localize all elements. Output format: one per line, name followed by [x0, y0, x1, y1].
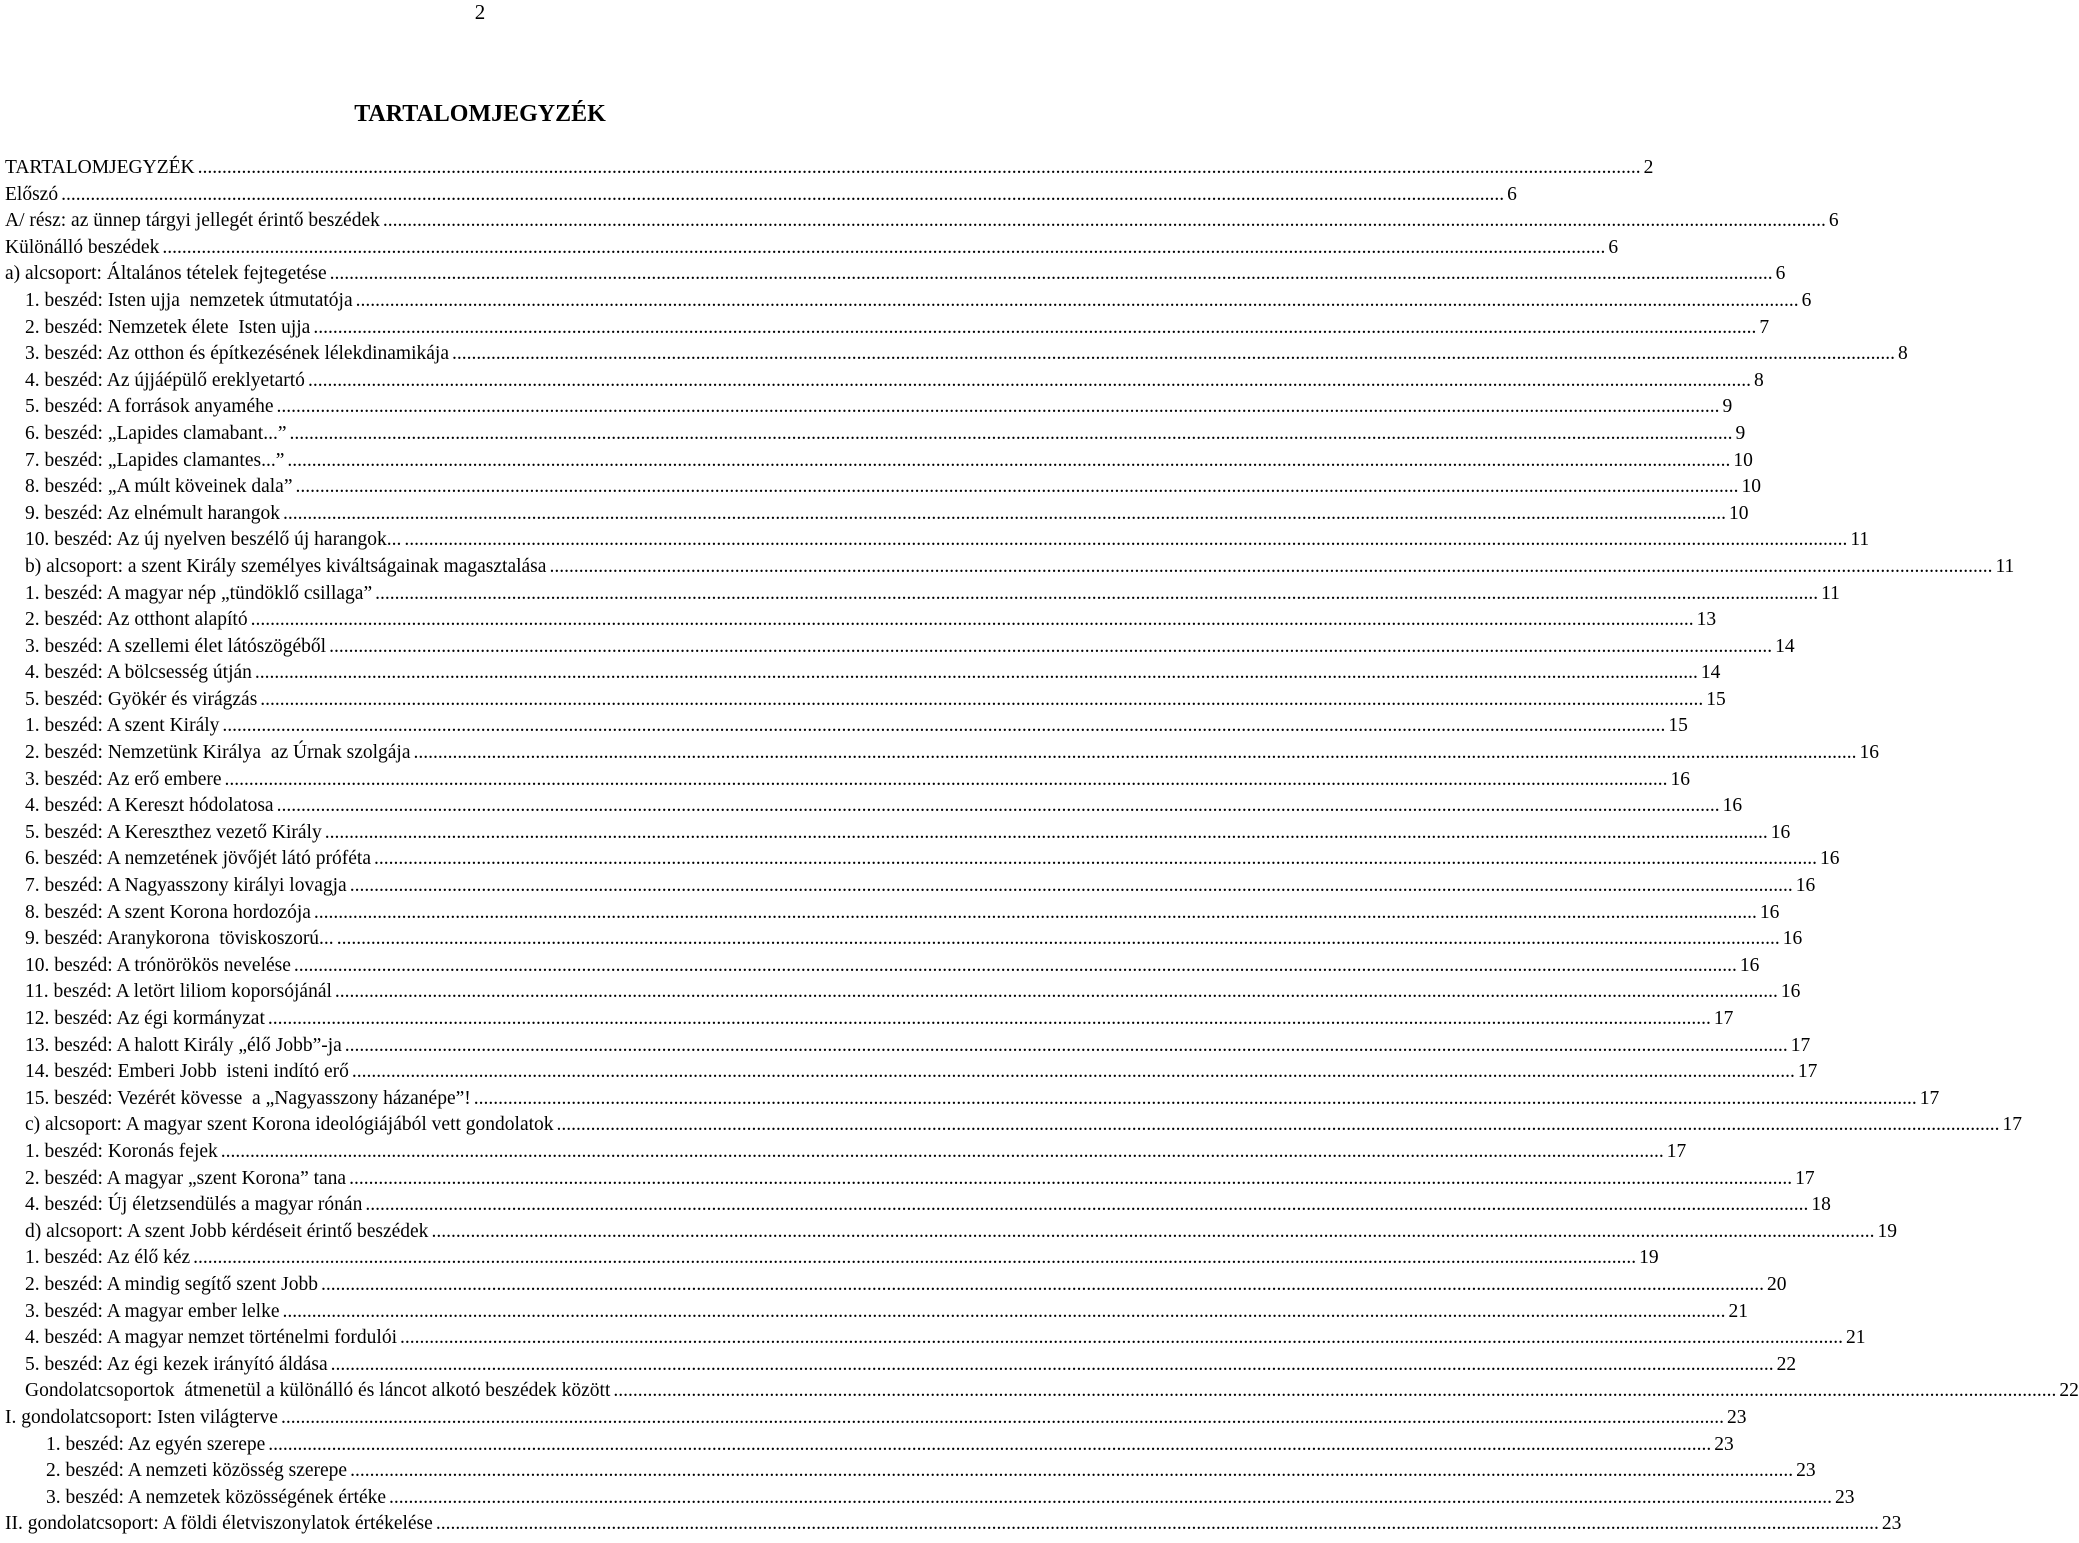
- toc-entry-page-number: 18: [1811, 1194, 1831, 1216]
- toc-entry-title: a) alcsoport: Általános tételek fejtegetése: [5, 263, 327, 285]
- toc-entry-title: 1. beszéd: Isten ujja nemzetek útmutatója: [25, 289, 353, 311]
- toc-entry-title: 12. beszéd: Az égi kormányzat: [25, 1008, 265, 1029]
- toc-entry[interactable]: [0, 288, 1812, 315]
- toc-entry-title: 4. beszéd: A bölcsesség útján: [25, 662, 252, 684]
- toc-dot-leader: [162, 235, 1605, 262]
- toc-entry[interactable]: [0, 1352, 1797, 1379]
- toc-entry-title: 4. beszéd: Új életzsendülés a magyar rónán: [25, 1194, 363, 1216]
- toc-entry-page-number: 9: [1722, 396, 1733, 418]
- toc-entry[interactable]: [0, 1378, 2079, 1405]
- toc-entry-title: b) alcsoport: a szent Király személyes kiváltságainak magasztalása: [25, 555, 547, 577]
- toc-entry[interactable]: [0, 1299, 1748, 1326]
- toc-entry-title: 5. beszéd: A források anyaméhe: [25, 396, 274, 418]
- toc-dot-leader: [283, 1299, 1726, 1326]
- toc-entry[interactable]: [0, 767, 1691, 794]
- toc-dot-leader: [404, 527, 1847, 554]
- toc-entry[interactable]: [0, 1405, 1747, 1432]
- toc-entry[interactable]: [0, 713, 1688, 740]
- toc-entry-title: 6. beszéd: A nemzetének jövőjét látó próféta: [25, 848, 372, 870]
- toc-entry-page-number: 15: [1706, 688, 1726, 710]
- toc-dot-leader: [314, 900, 1757, 927]
- toc-dot-leader: [352, 1059, 1795, 1086]
- toc-entry[interactable]: [0, 1511, 1902, 1538]
- toc-entry-page-number: 19: [1639, 1247, 1659, 1269]
- toc-dot-leader: [221, 1139, 1664, 1166]
- toc-entry[interactable]: [0, 820, 1791, 847]
- toc-entry-page-number: 23: [1726, 1406, 1747, 1428]
- toc-entry-page-number: 6: [1507, 183, 1517, 205]
- toc-entry-page-number: 6: [1775, 263, 1786, 285]
- toc-entry-title: 4. beszéd: Az újjáépülő ereklyetartó: [25, 369, 305, 391]
- toc-entry-page-number: 16: [1770, 821, 1791, 843]
- toc-entry-title: c) alcsoport: A magyar szent Korona ideológiájából vett gondolatok: [25, 1114, 554, 1136]
- toc-dot-leader: [331, 1352, 1774, 1379]
- toc-entry-page-number: 17: [2002, 1114, 2023, 1136]
- page-number: 2: [474, 0, 486, 24]
- toc-entry[interactable]: [0, 979, 1801, 1006]
- toc-entry-title: 9. beszéd: Aranykorona töviskoszorú...: [25, 928, 334, 950]
- toc-entry-page-number: 20: [1767, 1273, 1787, 1295]
- toc-entry-title: 10. beszéd: Az új nyelven beszélő új harangok...: [25, 529, 402, 551]
- toc-entry-title: 4. beszéd: A Kereszt hódolatosa: [25, 795, 274, 817]
- toc-entry-title: 2. beszéd: Nemzetünk Királya az Úrnak szolgája: [25, 742, 411, 764]
- toc-entry-title: 2. beszéd: A magyar „szent Korona” tana: [25, 1167, 347, 1189]
- toc-entry-title: 1. beszéd: A magyar nép „tündöklő csillaga”: [25, 582, 373, 604]
- toc-entry-title: II. gondolatcsoport: A földi életviszonylatok értékelése: [5, 1513, 433, 1535]
- toc-entry-page-number: 7: [1759, 316, 1770, 338]
- toc-dot-leader: [255, 660, 1698, 687]
- toc-entry[interactable]: [0, 1432, 1734, 1459]
- toc-entry-title: 5. beszéd: A Kereszthez vezető Király: [25, 821, 322, 843]
- toc-dot-leader: [290, 421, 1733, 448]
- toc-dot-leader: [193, 1245, 1636, 1272]
- toc-entry-title: 5. beszéd: Gyökér és virágzás: [25, 688, 258, 710]
- toc-entry-page-number: 16: [1670, 768, 1691, 790]
- toc-entry[interactable]: [0, 235, 1619, 262]
- toc-heading: TARTALOMJEGYZÉK: [354, 101, 606, 127]
- toc-entry[interactable]: [0, 660, 1721, 687]
- toc-dot-leader: [251, 607, 1694, 634]
- toc-entry[interactable]: [0, 846, 1840, 873]
- toc-entry-title: 1. beszéd: Az élő kéz: [25, 1247, 191, 1269]
- toc-dot-leader: [198, 155, 1641, 182]
- toc-entry[interactable]: [0, 581, 1840, 608]
- toc-entry-title: 6. beszéd: „Lapides clamabant...”: [25, 422, 287, 444]
- toc-entry-page-number: 11: [1995, 555, 2015, 577]
- toc-entry[interactable]: [0, 740, 1880, 767]
- toc-entry-page-number: 21: [1846, 1327, 1866, 1349]
- toc-entry-title: 11. beszéd: A letört liliom koporsójánál: [25, 981, 332, 1003]
- toc-dot-leader: [335, 979, 1778, 1006]
- toc-entry-page-number: 11: [1850, 529, 1870, 551]
- toc-entry-title: Különálló beszédek: [5, 236, 160, 258]
- toc-entry-page-number: 21: [1728, 1300, 1748, 1322]
- toc-entry-page-number: 6: [1608, 236, 1619, 258]
- toc-dot-leader: [349, 1166, 1792, 1193]
- toc-entry-page-number: 8: [1753, 369, 1764, 391]
- toc-entry-title: 3. beszéd: Az erő embere: [25, 768, 222, 790]
- toc-entry[interactable]: [0, 1245, 1659, 1272]
- toc-entry-page-number: 16: [1795, 875, 1816, 897]
- toc-entry-page-number: 13: [1696, 609, 1717, 631]
- toc-entry-page-number: 16: [1820, 848, 1840, 870]
- toc-entry[interactable]: [0, 554, 2015, 581]
- toc-dot-leader: [61, 182, 1504, 209]
- toc-entry-title: Gondolatcsoportok átmenetül a különálló és láncot alkotó beszédek között: [25, 1380, 611, 1402]
- toc-entry[interactable]: [0, 474, 1761, 501]
- toc-entry-title: 8. beszéd: „A múlt köveinek dala”: [25, 476, 293, 498]
- toc-entry-title: 13. beszéd: A halott Király „élő Jobb”-ja: [25, 1034, 342, 1056]
- toc-entry[interactable]: [0, 1458, 1816, 1485]
- toc-dot-leader: [613, 1378, 2056, 1405]
- toc-entry-title: I. gondolatcsoport: Isten világterve: [5, 1406, 278, 1428]
- toc-entry-title: 8. beszéd: A szent Korona hordozója: [25, 901, 311, 923]
- toc-dot-leader: [260, 687, 1703, 714]
- toc-entry[interactable]: [0, 793, 1743, 820]
- toc-entry-title: 1. beszéd: Koronás fejek: [25, 1140, 218, 1162]
- toc-entry-page-number: 17: [1790, 1034, 1811, 1056]
- toc-entry-page-number: 9: [1735, 422, 1746, 444]
- toc-entry[interactable]: [0, 1219, 1897, 1246]
- toc-entry-title: 2. beszéd: A mindig segítő szent Jobb: [25, 1273, 319, 1295]
- toc-entry-page-number: 16: [1782, 928, 1803, 950]
- toc-dot-leader: [296, 474, 1739, 501]
- toc-entry-title: Előszó: [5, 183, 59, 205]
- toc-entry-title: 15. beszéd: Vezérét kövesse a „Nagyasszony házanépe”!: [25, 1087, 471, 1109]
- toc-entry-page-number: 22: [1776, 1353, 1797, 1375]
- toc-dot-leader: [308, 368, 1751, 395]
- toc-entry[interactable]: [0, 1059, 1818, 1086]
- toc-entry[interactable]: [0, 687, 1726, 714]
- toc-entry[interactable]: [0, 1272, 1787, 1299]
- toc-dot-leader: [350, 1458, 1793, 1485]
- toc-entry-page-number: 17: [1795, 1167, 1815, 1189]
- toc-dot-leader: [400, 1325, 1843, 1352]
- toc-entry-page-number: 8: [1897, 343, 1908, 365]
- toc-dot-leader: [281, 1405, 1724, 1432]
- toc-entry-page-number: 6: [1828, 210, 1839, 232]
- toc-dot-leader: [287, 448, 1730, 475]
- toc-dot-leader: [452, 341, 1895, 368]
- toc-entry-page-number: 17: [1713, 1008, 1734, 1029]
- toc-dot-leader: [337, 926, 1780, 953]
- toc-entry-title: 3. beszéd: A magyar ember lelke: [25, 1300, 280, 1322]
- toc-dot-leader: [356, 288, 1799, 315]
- toc-dot-leader: [283, 501, 1726, 528]
- toc-entry-page-number: 22: [2059, 1380, 2079, 1402]
- toc-dot-leader: [365, 1192, 1808, 1219]
- toc-entry-title: 3. beszéd: A nemzetek közösségének értéke: [46, 1486, 387, 1508]
- toc-entry[interactable]: [0, 501, 1749, 528]
- toc-dot-leader: [330, 261, 1773, 288]
- toc-entry-page-number: 23: [1835, 1486, 1855, 1508]
- toc-entry[interactable]: [0, 1086, 1940, 1113]
- toc-entry[interactable]: [0, 953, 1760, 980]
- toc-entry[interactable]: [0, 1033, 1811, 1060]
- toc-entry[interactable]: [0, 873, 1816, 900]
- toc-entry-title: 14. beszéd: Emberi Jobb isteni indító erő: [25, 1061, 349, 1083]
- toc-dot-leader: [313, 315, 1756, 342]
- toc-entry-title: 4. beszéd: A magyar nemzet történelmi fordulói: [25, 1327, 398, 1349]
- toc-entry-page-number: 15: [1668, 715, 1688, 737]
- toc-entry-page-number: 16: [1759, 901, 1780, 923]
- toc-entry[interactable]: [0, 394, 1733, 421]
- toc-entry-page-number: 10: [1733, 449, 1753, 471]
- toc-entry-title: 10. beszéd: A trónörökös nevelése: [25, 954, 291, 976]
- toc-entry-page-number: 10: [1729, 502, 1749, 524]
- toc-dot-leader: [383, 208, 1826, 235]
- toc-entry[interactable]: [0, 421, 1746, 448]
- toc-entry[interactable]: [0, 1112, 2023, 1139]
- toc-entry[interactable]: [0, 315, 1770, 342]
- toc-entry-title: 1. beszéd: Az egyén szerepe: [46, 1433, 266, 1455]
- toc-entry-page-number: 16: [1722, 795, 1743, 817]
- toc-entry[interactable]: [0, 900, 1780, 927]
- toc-entry[interactable]: [0, 607, 1717, 634]
- toc-entry-title: 3. beszéd: Az otthon és építkezésének lélekdinamikája: [25, 343, 449, 365]
- toc-entry-page-number: 6: [1801, 289, 1812, 311]
- toc-entry-page-number: 17: [1797, 1061, 1818, 1083]
- toc-dot-leader: [294, 953, 1737, 980]
- toc-entry-title: 1. beszéd: A szent Király: [25, 715, 220, 737]
- toc-entry-title: A/ rész: az ünnep tárgyi jellegét érintő beszédek: [5, 210, 380, 232]
- toc-dot-leader: [549, 554, 1992, 581]
- toc-dot-leader: [389, 1485, 1832, 1512]
- toc-entry[interactable]: [0, 448, 1753, 475]
- toc-entry-title: 3. beszéd: A szellemi élet látószögéből: [25, 635, 327, 657]
- toc-entry-title: 7. beszéd: „Lapides clamantes...”: [25, 449, 285, 471]
- toc-dot-leader: [222, 713, 1665, 740]
- toc-entry-title: TARTALOMJEGYZÉK: [5, 157, 195, 178]
- toc-entry[interactable]: [0, 1325, 1866, 1352]
- toc-entry[interactable]: [0, 182, 1517, 209]
- toc-list: [0, 155, 2079, 1538]
- toc-entry-page-number: 16: [1739, 954, 1760, 976]
- toc-dot-leader: [268, 1006, 1711, 1033]
- toc-dot-leader: [375, 581, 1818, 608]
- toc-entry[interactable]: [0, 261, 1786, 288]
- toc-entry[interactable]: [0, 341, 1908, 368]
- toc-entry-page-number: 19: [1877, 1220, 1897, 1242]
- toc-dot-leader: [277, 793, 1720, 820]
- toc-entry-page-number: 17: [1919, 1087, 1940, 1109]
- toc-entry-title: d) alcsoport: A szent Jobb kérdéseit érintő beszédek: [25, 1220, 429, 1242]
- toc-entry[interactable]: [0, 208, 1839, 235]
- toc-entry-page-number: 11: [1821, 582, 1840, 604]
- toc-dot-leader: [268, 1432, 1711, 1459]
- toc-entry-page-number: 2: [1643, 157, 1654, 178]
- toc-entry[interactable]: [0, 368, 1764, 395]
- toc-dot-leader: [277, 394, 1720, 421]
- toc-entry-page-number: 23: [1881, 1513, 1902, 1535]
- toc-entry[interactable]: [0, 1192, 1831, 1219]
- toc-entry-page-number: 10: [1741, 476, 1761, 498]
- toc-entry-title: 2. beszéd: A nemzeti közösség szerepe: [46, 1460, 348, 1482]
- toc-entry-title: 9. beszéd: Az elnémult harangok: [25, 502, 281, 524]
- toc-entry-page-number: 23: [1714, 1433, 1734, 1455]
- toc-dot-leader: [436, 1511, 1879, 1538]
- toc-dot-leader: [414, 740, 1857, 767]
- toc-entry-page-number: 14: [1775, 635, 1795, 657]
- toc-dot-leader: [321, 1272, 1764, 1299]
- toc-dot-leader: [431, 1219, 1874, 1246]
- toc-entry[interactable]: [0, 1166, 1815, 1193]
- toc-entry[interactable]: [0, 1485, 1855, 1512]
- toc-entry[interactable]: [0, 926, 1803, 953]
- toc-dot-leader: [325, 820, 1768, 847]
- toc-dot-leader: [225, 767, 1668, 794]
- toc-entry-title: 2. beszéd: Nemzetek élete Isten ujja: [25, 316, 311, 338]
- toc-entry[interactable]: [0, 1006, 1734, 1033]
- toc-dot-leader: [329, 634, 1772, 661]
- toc-entry-title: 5. beszéd: Az égi kezek irányító áldása: [25, 1353, 328, 1375]
- toc-dot-leader: [345, 1033, 1788, 1060]
- toc-dot-leader: [350, 873, 1793, 900]
- toc-entry-page-number: 16: [1859, 742, 1880, 764]
- toc-entry[interactable]: [0, 527, 1870, 554]
- toc-dot-leader: [374, 846, 1817, 873]
- toc-entry-page-number: 23: [1796, 1460, 1816, 1482]
- toc-entry-page-number: 14: [1700, 662, 1721, 684]
- toc-entry-page-number: 17: [1666, 1140, 1687, 1162]
- toc-entry-page-number: 16: [1780, 981, 1801, 1003]
- toc-dot-leader: [474, 1086, 1917, 1113]
- toc-entry[interactable]: [0, 1139, 1687, 1166]
- toc-entry-title: 2. beszéd: Az otthont alapító: [25, 609, 248, 631]
- toc-entry[interactable]: [0, 634, 1795, 661]
- toc-entry-title: 7. beszéd: A Nagyasszony királyi lovagja: [25, 875, 347, 897]
- toc-entry[interactable]: [0, 155, 1654, 182]
- toc-dot-leader: [557, 1112, 2000, 1139]
